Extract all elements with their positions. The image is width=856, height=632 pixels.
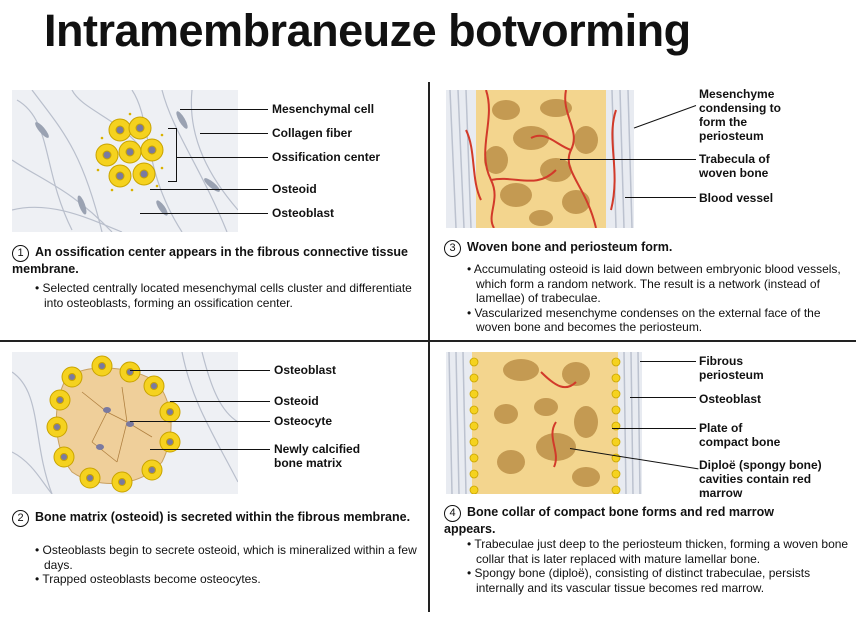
step-number: 2: [12, 510, 29, 527]
step-heading-text: Bone matrix (osteoid) is secreted within the fibrous membrane.: [35, 510, 411, 524]
label-collagen-fiber: Collagen fiber: [272, 126, 353, 140]
bullet-item: • Osteoblasts begin to secrete osteoid, which is mineralized within a few days.: [34, 543, 424, 572]
label-blood-vessel: Blood vessel: [699, 191, 774, 205]
leader-line: [130, 370, 270, 371]
label-diploe-spongy-bone: Diploë (spongy bone) cavities contain red marrow: [699, 458, 822, 500]
leader-line: [140, 213, 268, 214]
leader-line: [150, 189, 268, 190]
divider-vertical: [428, 82, 430, 612]
step-1-bullets: [34, 281, 424, 310]
step-1-heading: [12, 245, 424, 277]
step-heading-text: Woven bone and periosteum form.: [467, 240, 673, 254]
leader-line: [625, 197, 696, 198]
leader-line: [640, 361, 696, 362]
leader-line: [200, 133, 268, 134]
bullet-item: • Accumulating osteoid is laid down between embryonic blood vessels, which form a random network. The result is a network (instead of lamellae) of trabeculae.: [466, 262, 850, 306]
step-4-heading: [444, 505, 804, 537]
leader-line: [150, 449, 270, 450]
panel-1-illustration: [12, 90, 238, 232]
label-osteoblast: Osteoblast: [274, 363, 337, 377]
page-title: Intramembraneuze botvorming: [44, 5, 691, 56]
leader-line: [176, 157, 268, 158]
step-number: 3: [444, 240, 461, 257]
step-number: 4: [444, 505, 461, 522]
bullet-item: • Trabeculae just deep to the periosteum thicken, forming a woven bone collar that is later replaced with mature lamellar bone.: [466, 537, 852, 566]
label-fibrous-periosteum: Fibrous periosteum: [699, 354, 764, 382]
leader-line: [170, 401, 270, 402]
label-newly-calcified-bone-matrix: Newly calcified bone matrix: [274, 442, 361, 470]
bullet-item: • Vascularized mesenchyme condenses on the external face of the woven bone and becomes the periosteum.: [466, 306, 850, 335]
leader-line: [634, 105, 696, 129]
step-3-heading: [444, 240, 844, 257]
label-trabecula-woven-bone: Trabecula of woven bone: [699, 152, 770, 180]
label-mesenchyme-condensing: Mesenchyme condensing to form the periosteum: [699, 87, 781, 143]
bullet-item: • Selected centrally located mesenchymal cells cluster and differentiate into osteoblasts, forming an ossification center.: [34, 281, 424, 310]
leader-line: [130, 421, 270, 422]
panel-4-illustration: [446, 352, 642, 494]
step-3-bullets: [466, 262, 850, 335]
step-2-bullets: [34, 543, 424, 587]
bullet-item: • Trapped osteoblasts become osteocytes.: [34, 572, 424, 587]
label-ossification-center: Ossification center: [272, 150, 381, 164]
step-2-heading: [12, 510, 412, 527]
bracket: [168, 128, 177, 182]
label-mesenchymal-cell: Mesenchymal cell: [272, 102, 375, 116]
label-plate-compact-bone: Plate of compact bone: [699, 421, 781, 449]
label-osteocyte: Osteocyte: [274, 414, 333, 428]
step-number: 1: [12, 245, 29, 262]
leader-line: [630, 397, 696, 398]
label-osteoid: Osteoid: [274, 394, 319, 408]
panel-2-illustration: [12, 352, 238, 494]
leader-line: [180, 109, 268, 110]
step-4-bullets: [466, 537, 852, 595]
step-heading-text: Bone collar of compact bone forms and red marrow appears.: [444, 505, 775, 536]
leader-line: [560, 159, 696, 160]
label-osteoblast: Osteoblast: [272, 206, 335, 220]
bullet-item: • Spongy bone (diploë), consisting of distinct trabeculae, persists internally and its vascular tissue becomes red marrow.: [466, 566, 852, 595]
label-osteoblast: Osteoblast: [699, 392, 762, 406]
step-heading-text: An ossification center appears in the fibrous connective tissue membrane.: [12, 245, 409, 276]
leader-line: [612, 428, 696, 429]
label-osteoid: Osteoid: [272, 182, 317, 196]
